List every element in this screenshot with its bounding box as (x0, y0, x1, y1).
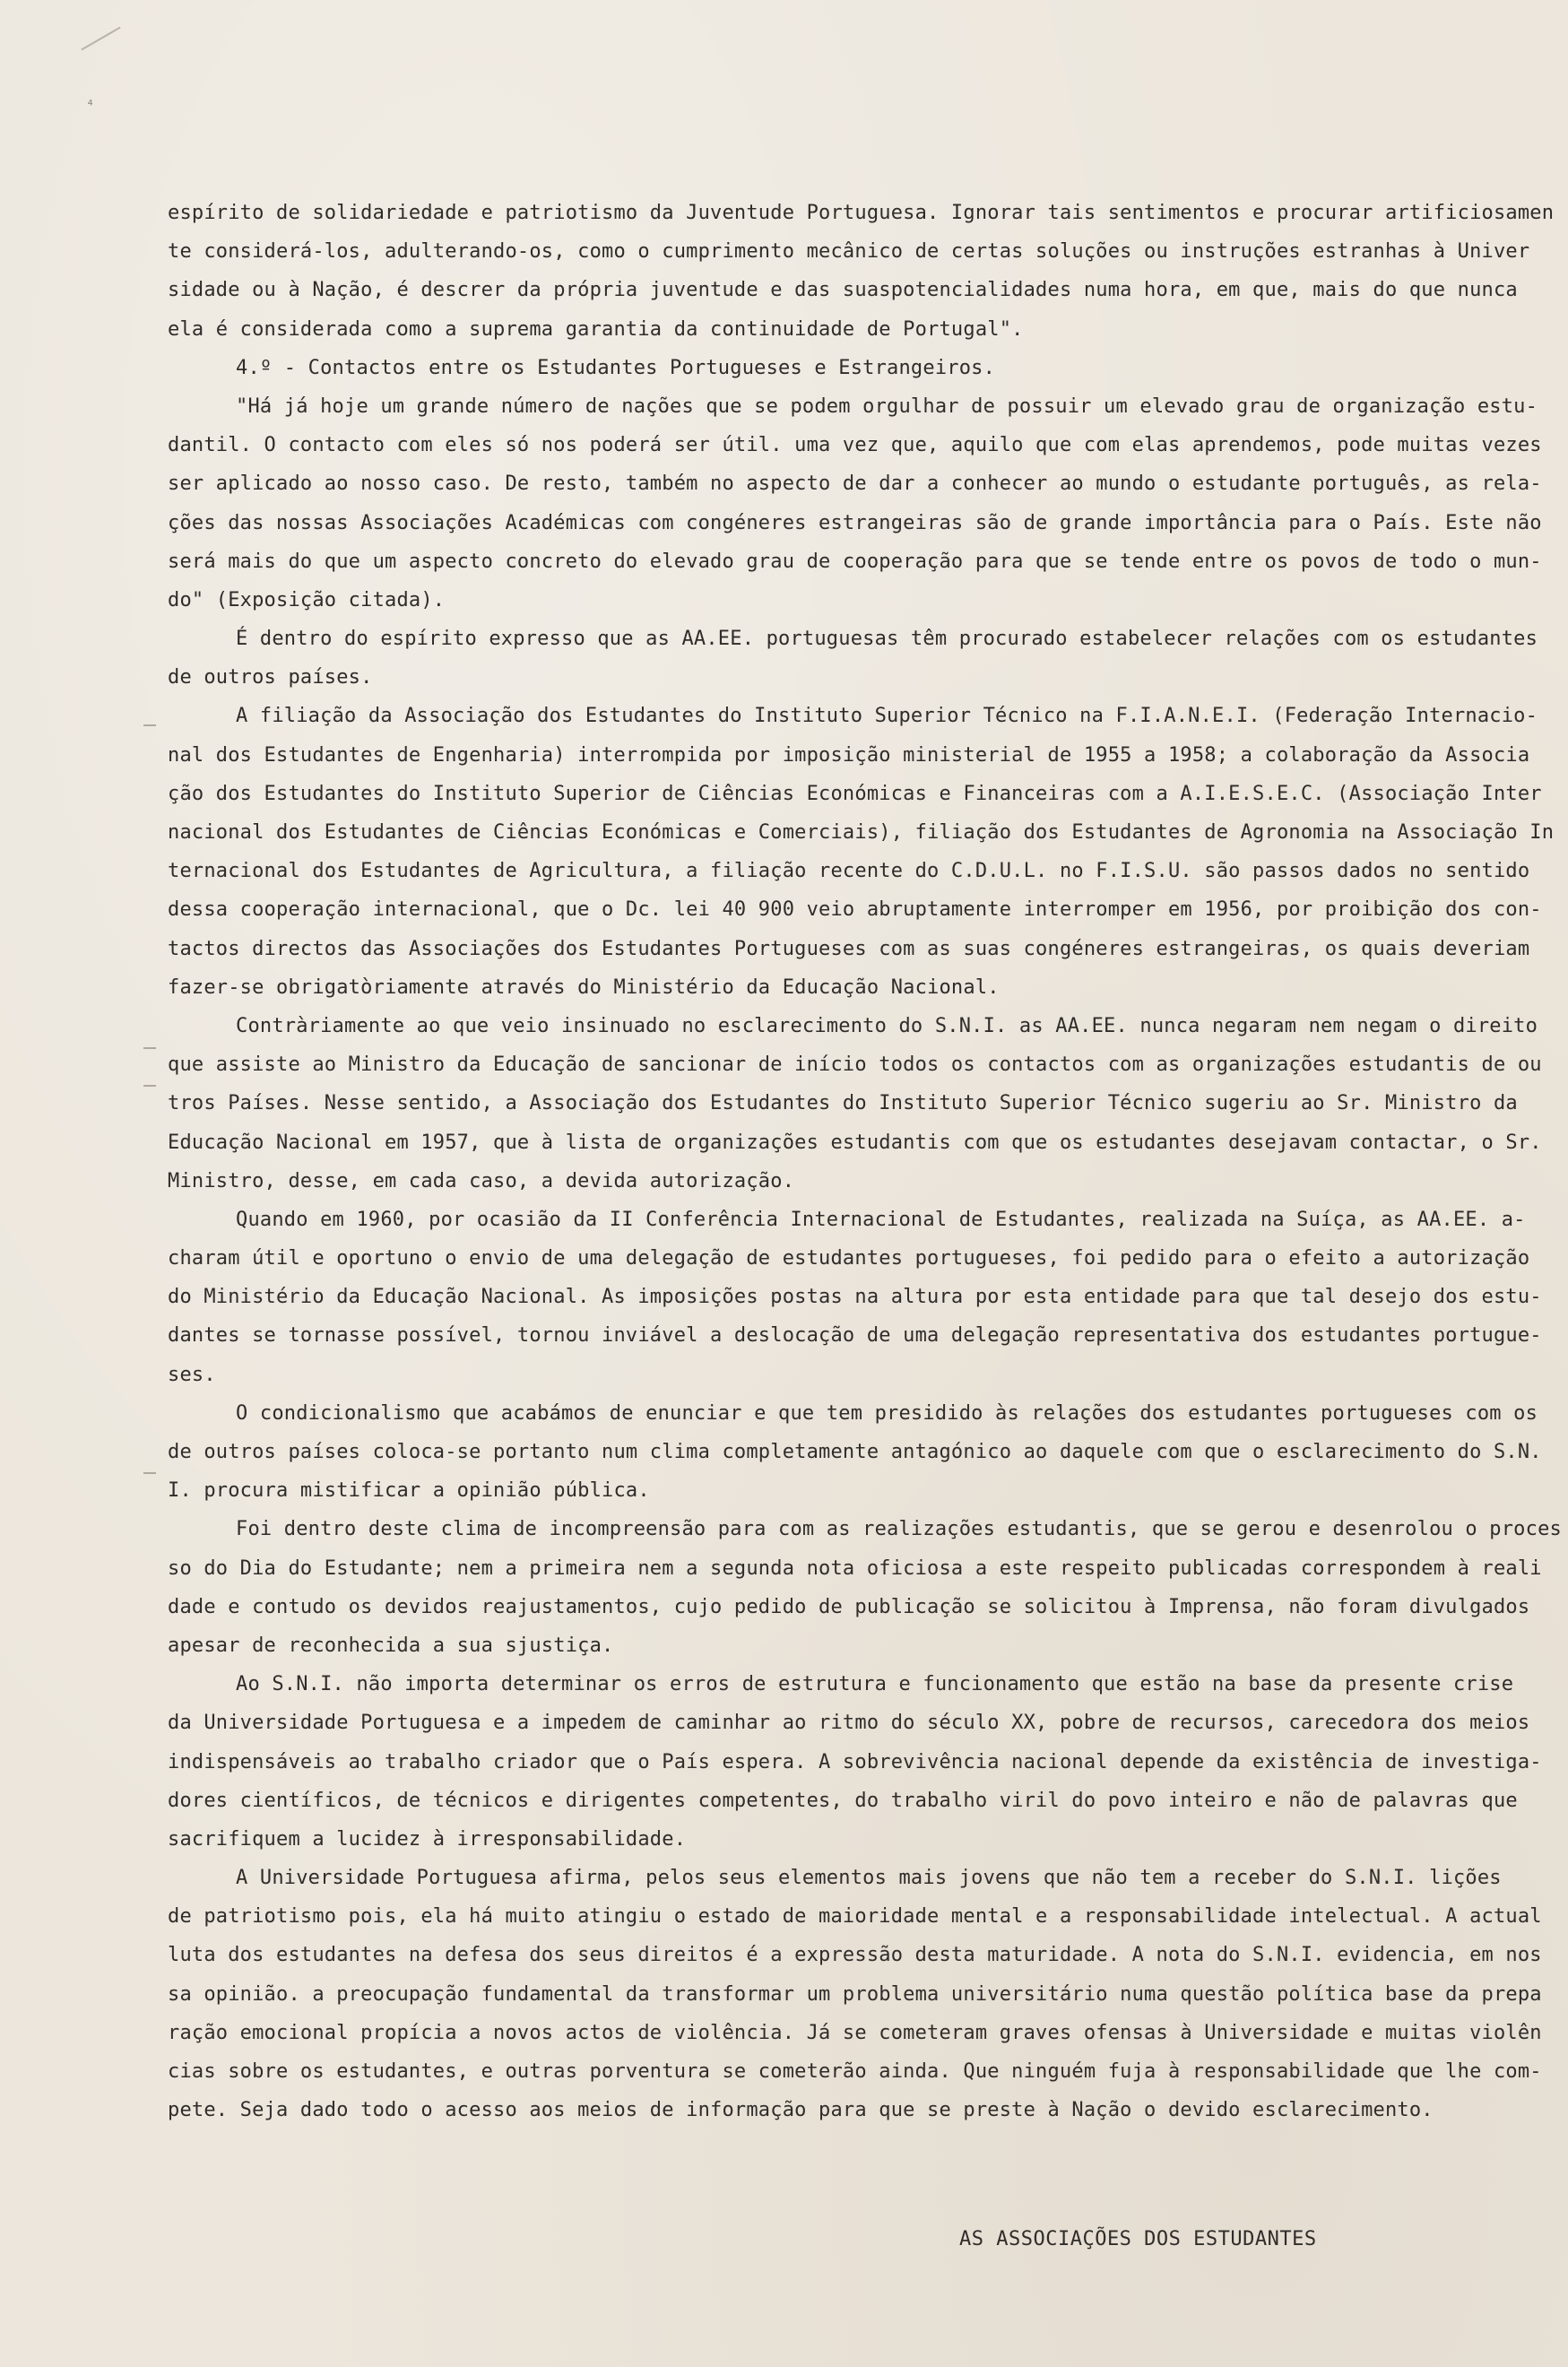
text-line: indispensáveis ao trabalho criador que o País espera. A sobrevivência nacional depende da existência de investiga- (168, 1750, 1542, 1773)
text-line: Quando em 1960, por ocasião da II Conferência Internacional de Estudantes, realizada na Suíça, as AA.EE. a- (236, 1208, 1526, 1231)
text-line: dade e contudo os devidos reajustamentos, cujo pedido de publicação se solicitou à Imprensa, não foram divulgados (168, 1595, 1530, 1618)
text-line: dessa cooperação internacional, que o Dc. lei 40 900 veio abruptamente interromper em 1956, por proibição dos con- (168, 898, 1542, 922)
text-line: de outros países. (168, 666, 373, 689)
text-line: ternacional dos Estudantes de Agricultura, a filiação recente do C.D.U.L. no F.I.S.U. são passos dados no sentido (168, 860, 1530, 883)
text-line: "Há já hoje um grande número de nações que se podem orgulhar de possuir um elevado grau de organização estu- (236, 394, 1538, 418)
text-line: da Universidade Portuguesa e a impedem de caminhar ao ritmo do século XX, pobre de recursos, carecedora dos meios (168, 1712, 1530, 1735)
text-line: Ministro, desse, em cada caso, a devida autorização. (168, 1169, 795, 1192)
text-line: ções das nossas Associações Académicas com congéneres estrangeiras são de grande importância para o País. Este não (168, 511, 1542, 534)
text-line: ção dos Estudantes do Instituto Superior de Ciências Económicas e Financeiras com a A.I.E.S.E.C. (Associação Inter (168, 782, 1542, 805)
text-line: tros Países. Nesse sentido, a Associação dos Estudantes do Instituto Superior Técnico sugeriu ao Sr. Ministro da (168, 1092, 1518, 1115)
text-line: dantil. O contacto com eles só nos poderá ser útil. uma vez que, aquilo que com elas aprendemos, pode muitas vezes (168, 434, 1542, 457)
margin-tick (143, 1047, 156, 1049)
margin-tick (143, 1085, 156, 1087)
margin-mark: ⁴ (86, 97, 95, 114)
text-line: luta dos estudantes na defesa dos seus direitos é a expressão desta maturidade. A nota do S.N.I. evidencia, em nos (168, 1944, 1542, 1967)
margin-tick (143, 724, 156, 726)
text-line: ser aplicado ao nosso caso. De resto, também no aspecto de dar a conhecer ao mundo o estudante português, as rela- (168, 473, 1542, 496)
text-line: nacional dos Estudantes de Ciências Económicas e Comerciais), filiação dos Estudantes de Agronomia na Associação In (168, 821, 1555, 844)
text-line: Foi dentro deste clima de incompreensão para com as realizações estudantis, que se gerou e desenrolou o proces (236, 1518, 1562, 1541)
text-line: espírito de solidariedade e patriotismo da Juventude Portuguesa. Ignorar tais sentimentos e procurar artificiosamen (168, 202, 1555, 224)
text-line: apesar de reconhecida a sua sjustiça. (168, 1634, 614, 1657)
text-line: sa opinião. a preocupação fundamental da transformar um problema universitário numa questão política base da prepa (168, 1982, 1542, 2006)
text-line: A Universidade Portuguesa afirma, pelos seus elementos mais jovens que não tem a receber do S.N.I. lições (236, 1867, 1502, 1890)
text-line: de outros países coloca-se portanto num clima completamente antagónico ao daquele com que o esclarecimento do S.N. (168, 1441, 1542, 1463)
text-line: nal dos Estudantes de Engenharia) interrompida por imposição ministerial de 1955 a 1958; a colaboração da Associa (168, 743, 1530, 767)
text-line: É dentro do espírito expresso que as AA.EE. portuguesas têm procurado estabelecer relações com os estudantes (236, 628, 1538, 651)
text-line: do" (Exposição citada). (168, 588, 446, 611)
text-line: será mais do que um aspecto concreto do elevado grau de cooperação para que se tende entre os povos de todo o mun- (168, 550, 1542, 573)
text-line: so do Dia do Estudante; nem a primeira nem a segunda nota oficiosa a este respeito publicadas correspondem à reali (168, 1556, 1542, 1580)
text-line: fazer-se obrigatòriamente através do Ministério da Educação Nacional. (168, 975, 1000, 999)
text-line: dantes se tornasse possível, tornou inviável a deslocação de uma delegação representativa dos estudantes portugue- (168, 1324, 1542, 1348)
document-body (168, 194, 1562, 2129)
text-line: Ao S.N.I. não importa determinar os erros de estrutura e funcionamento que estão na base da presente crise (236, 1673, 1514, 1696)
text-line: sidade ou à Nação, é descrer da própria juventude e das suaspotencialidades numa hora, em que, mais do que nunca (168, 279, 1518, 302)
text-line: A filiação da Associação dos Estudantes do Instituto Superior Técnico na F.I.A.N.E.I. (Federação Internacio- (236, 705, 1538, 728)
text-line: cias sobre os estudantes, e outras porventura se cometerão ainda. Que ninguém fuja à responsabilidade que lhe com- (168, 2060, 1542, 2083)
text-line: sacrifiquem a lucidez à irresponsabilidade. (168, 1827, 687, 1851)
text-line: ses. (168, 1363, 216, 1386)
text-line: te considerá-los, adulterando-os, como o cumprimento mecânico de certas soluções ou instruções estranhas à Univer (168, 240, 1530, 264)
text-line: dores científicos, de técnicos e dirigentes competentes, do trabalho viril do povo inteiro e não de palavras que (168, 1789, 1518, 1812)
text-line: tactos directos das Associações dos Estudantes Portugueses com as suas congéneres estrangeiras, os quais deveriam (168, 937, 1530, 960)
text-line: I. procura mistificar a opinião pública. (168, 1479, 650, 1503)
text-line: O condicionalismo que acabámos de enunciar e que tem presidido às relações dos estudantes portugueses com os (236, 1401, 1538, 1425)
text-line: Contràriamente ao que veio insinuado no esclarecimento do S.N.I. as AA.EE. nunca negaram nem negam o direito (236, 1014, 1538, 1037)
text-line: do Ministério da Educação Nacional. As imposições postas na altura por esta entidade para que tal desejo dos estu- (168, 1286, 1542, 1309)
text-line: ração emocional propícia a novos actos de violência. Já se cometeram graves ofensas à Universidade e muitas violên (168, 2021, 1542, 2044)
signature: AS ASSOCIAÇÕES DOS ESTUDANTES (959, 2228, 1317, 2250)
text-line: pete. Seja dado todo o acesso aos meios de informação para que se preste à Nação o devido esclarecimento. (168, 2099, 1434, 2122)
text-line: de patriotismo pois, ela há muito atingiu o estado de maioridade mental e a responsabilidade intelectual. A actual (168, 1905, 1542, 1929)
margin-tick (143, 1472, 156, 1474)
pencil-mark (81, 27, 134, 74)
text-line: charam útil e oportuno o envio de uma delegação de estudantes portugueses, foi pedido para o efeito a autorização (168, 1247, 1530, 1270)
text-line: Educação Nacional em 1957, que à lista de organizações estudantis com que os estudantes desejavam contactar, o Sr. (168, 1131, 1542, 1154)
text-line: ela é considerada como a suprema garantia da continuidade de Portugal". (168, 317, 1024, 341)
text-line: 4.º - Contactos entre os Estudantes Portugueses e Estrangeiros. (236, 356, 996, 379)
text-line: que assiste ao Ministro da Educação de sancionar de início todos os contactos com as organizações estudantis de ou (168, 1053, 1542, 1077)
